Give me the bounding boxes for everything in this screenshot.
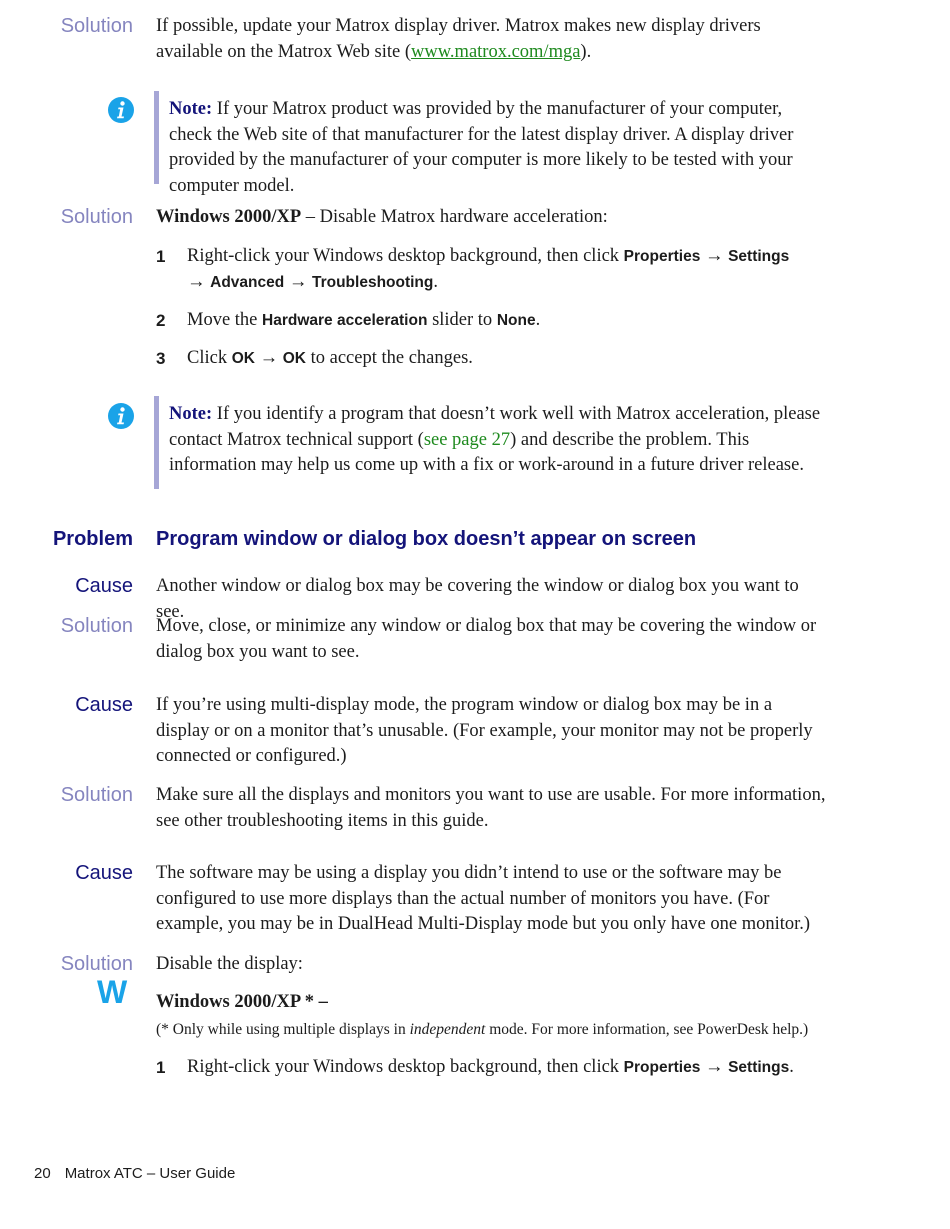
solution-label: Solution: [60, 15, 133, 37]
step-text-end: .: [789, 1057, 794, 1077]
solution-text-end: ).: [580, 41, 592, 62]
note-key: Note:: [169, 404, 213, 424]
note-box: [154, 91, 826, 196]
note-key: Note:: [169, 99, 213, 119]
arrow: →: [700, 1057, 729, 1077]
ui-term: Troubleshooting: [311, 273, 434, 291]
ui-term: Advanced: [210, 273, 285, 291]
footnote: [156, 1019, 826, 1041]
solution-label: Solution: [60, 206, 133, 228]
step-text: [187, 244, 807, 295]
note-text: If you identify a program that doesn’t work well with Matrox acceleration, please contact Matrox technical support (: [169, 404, 821, 450]
os-name: Windows 2000/XP: [156, 207, 302, 227]
solution-text: [156, 14, 826, 65]
footer-title: Matrox ATC – User Guide: [64, 1165, 236, 1182]
footnote-text-end: mode. For more information, see PowerDesk help.): [485, 1021, 809, 1038]
solution-text: Move, close, or minimize any window or dialog box that may be covering the window or dialog box you want to see.: [156, 616, 817, 662]
ui-term: Settings: [728, 248, 790, 265]
step-number: 2: [156, 311, 166, 330]
problem-heading: Program window or dialog box doesn’t appear on screen: [156, 528, 697, 550]
solution-text: Make sure all the displays and monitors you want to use are usable. For more information, see other troubleshooting items in this guide.: [156, 785, 826, 831]
os-heading: [156, 990, 826, 1016]
step-number: 1: [156, 1058, 166, 1077]
windows-logo-icon: W: [97, 974, 128, 1010]
solution-label: Solution: [60, 953, 133, 975]
cause-label: Cause: [75, 575, 133, 597]
arrow: →: [187, 271, 211, 292]
ui-term: Properties: [623, 1059, 701, 1076]
note-text: If your Matrox product was provided by the manufacturer of your computer, check the Web site of that manufacturer for the latest display driver. A display driver provided by the manufacturer of your computer is more likely to be tested with your computer model.: [169, 99, 794, 196]
cause-text: If you’re using multi-display mode, the program window or dialog box may be in a display or on a monitor that’s unusable. (For example, your monitor may not be properly connected or configured.): [156, 695, 813, 766]
step-text: [187, 1055, 807, 1081]
cause-label: Cause: [75, 862, 133, 884]
note-text-end: ) and describe the problem. This information may help us come up with a fix or work-around in a future driver release.: [169, 429, 804, 475]
ui-term: OK: [282, 350, 306, 367]
page-number: 20: [34, 1165, 51, 1182]
page-footer: [34, 1165, 235, 1183]
step-number: 3: [156, 349, 166, 368]
cause-text: Another window or dialog box may be covering the window or dialog box you want to see.: [156, 576, 799, 622]
footnote-emphasis: independent: [409, 1021, 486, 1038]
info-icon: [108, 403, 134, 429]
step-text: [187, 308, 807, 334]
cause-text: The software may be using a display you didn’t intend to use or the software may be configured to use more displays than the actual number of monitors you have. (For example, you may be in DualHead Multi-Display mode but you only have one monitor.): [156, 863, 811, 934]
step-text-part: Right-click your Windows desktop background, then click: [187, 246, 624, 266]
arrow: →: [254, 348, 283, 368]
step-text-part: Right-click your Windows desktop background, then click: [187, 1057, 624, 1077]
step-text-end: .: [535, 310, 541, 330]
note-box: [154, 396, 826, 489]
step-text-end: .: [433, 271, 438, 292]
solution-text: [156, 205, 826, 231]
step-text-part: Click: [187, 348, 232, 368]
cause-label: Cause: [75, 694, 133, 716]
arrow: →: [700, 246, 729, 266]
ui-term: None: [496, 312, 536, 329]
ui-term: Hardware acceleration: [262, 312, 428, 329]
ui-term: Settings: [728, 1059, 790, 1076]
ui-term: Properties: [623, 248, 701, 265]
ui-term: OK: [231, 350, 255, 367]
step-text: [187, 346, 807, 372]
step-text-part: Move the: [187, 310, 263, 330]
solution-label: Solution: [60, 615, 133, 637]
matrox-web-link[interactable]: www.matrox.com/mga: [411, 41, 581, 62]
solution-text-part: – Disable Matrox hardware acceleration:: [301, 207, 608, 227]
step-text-end: to accept the changes.: [305, 348, 473, 368]
arrow: →: [284, 271, 312, 292]
footnote-text: (* Only while using multiple displays in: [156, 1021, 410, 1038]
step-text-part: slider to: [427, 310, 497, 330]
step-number: 1: [156, 247, 166, 266]
solution-label: Solution: [60, 784, 133, 806]
solution-text-part: If possible, update your Matrox display driver. Matrox makes new display drivers available on the Matrox Web site (: [156, 16, 761, 62]
solution-text: Disable the display:: [156, 954, 303, 974]
os-name: Windows 2000/XP * –: [156, 992, 328, 1012]
info-icon: [108, 97, 134, 123]
problem-label: Problem: [52, 528, 133, 550]
see-page-link[interactable]: see page 27: [423, 429, 511, 450]
